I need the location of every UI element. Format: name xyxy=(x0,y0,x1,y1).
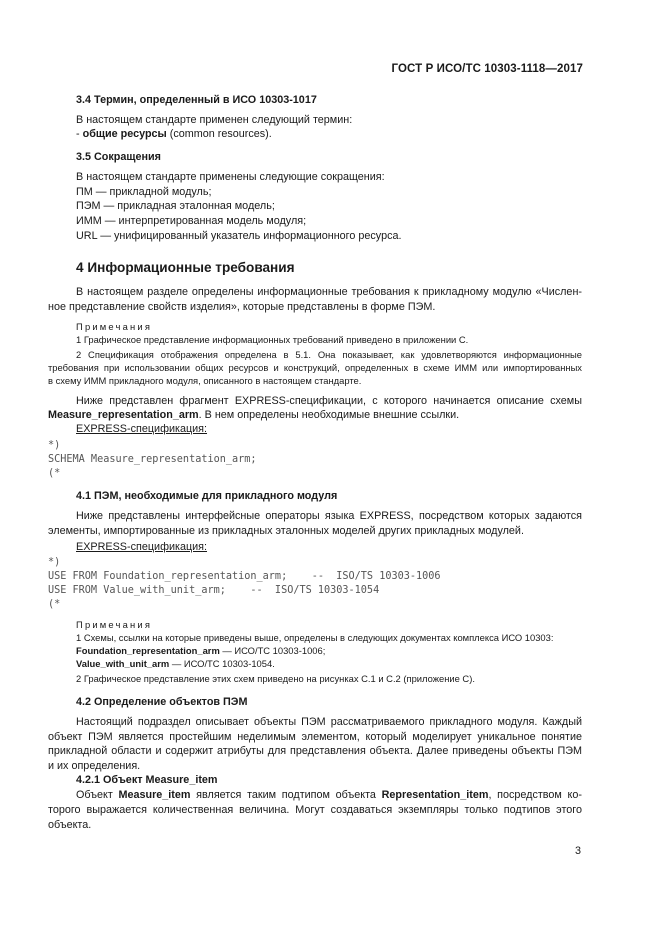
notes-title-2: Примечания xyxy=(76,619,153,630)
section-4-1-para-line1: Ниже представлены интерфейсные операторы языка EXPRESS, посредством которых задаются xyxy=(76,510,582,522)
code2-use-foundation: USE FROM Foundation_representation_arm; -- ISO/TS 10303-1006 xyxy=(48,571,441,582)
code-comment-open: (* xyxy=(48,468,61,479)
section-4-2-1-line1 xyxy=(76,789,582,802)
measure-item-tail: , посредством ко- xyxy=(488,789,582,801)
section-4-2-1-line3: объекта. xyxy=(48,819,92,831)
note2-1-value xyxy=(76,658,275,670)
section-4-para2-line2 xyxy=(48,409,459,422)
section-4-heading: 4 Информационные требования xyxy=(76,260,295,275)
section-4-para2-line1: Ниже представлен фрагмент EXPRESS-спецификации, с которого начинается описание схемы xyxy=(76,395,582,407)
term-dash: - xyxy=(76,128,83,140)
section-3-5-heading: 3.5 Сокращения xyxy=(76,151,161,163)
notes-title: Примечания xyxy=(76,321,153,332)
abbrev-pem: ПЭМ — прикладная эталонная модель; xyxy=(76,200,275,212)
section-4-1-para-line2: элементы, импортированные из прикладных эталонных моделей других прикладных модулей. xyxy=(48,525,524,537)
section-4-2-heading: 4.2 Определение объектов ПЭМ xyxy=(76,696,248,708)
section-4-2-para-line3: прикладной области и содержит атрибуты для представления объекта. Далее приведены объекты ПЭМ xyxy=(48,745,582,757)
schema-name-bold: Measure_representation_arm xyxy=(48,409,199,421)
section-4-1-heading: 4.1 ПЭМ, необходимые для прикладного модуля xyxy=(76,490,338,502)
value-arm-bold: Value_with_unit_arm xyxy=(76,658,170,669)
measure-item-lead: Объект xyxy=(76,789,119,801)
code2-comment-open: (* xyxy=(48,599,61,610)
section-3-4-heading: 3.4 Термин, определенный в ИСО 10303-1017 xyxy=(76,94,317,106)
note-1: 1 Графическое представление информационных требований приведено в приложении С. xyxy=(76,334,469,345)
section-4-para1-line2: ное представление свойств изделия», которые представлены в форме ПЭМ. xyxy=(48,301,436,313)
page-number: 3 xyxy=(575,845,582,857)
code-schema-line: SCHEMA Measure_representation_arm; xyxy=(48,454,257,465)
express-spec-label-2: EXPRESS-спецификация: xyxy=(76,541,208,553)
measure-item-mid: является таким подтипом объекта xyxy=(190,789,382,801)
note-2-line2: требования при использовании общих ресурсов и конструкций, определенных в схеме ИММ или импортированных xyxy=(48,362,582,373)
section-4-2-para-line2: объект ПЭМ является простейшим неделимым элементом, который моделирует уникальное понятие xyxy=(48,731,582,743)
section-4-para2-line2-rest: . В нем определены необходимые внешние ссылки. xyxy=(198,409,460,421)
section-4-para1-line1: В настоящем разделе определены информационные требования к прикладному модулю «Числен- xyxy=(76,286,582,298)
term-bold: общие ресурсы xyxy=(82,128,167,140)
abbrev-imm: ИММ — интерпретированная модель модуля; xyxy=(76,215,307,227)
section-4-2-1-line2: торого выражается количественная величина. Могут создаваться экземпляры только подтипов этого xyxy=(48,804,582,816)
abbrev-intro: В настоящем стандарте применены следующие сокращения: xyxy=(76,171,385,183)
code2-use-value: USE FROM Value_with_unit_arm; -- ISO/TS 10303-1054 xyxy=(48,585,380,596)
note2-1-foundation xyxy=(76,645,325,657)
representation-item-bold: Representation_item xyxy=(381,789,489,801)
term-common-resources xyxy=(76,128,272,141)
code-comment-close: *) xyxy=(48,440,61,451)
term-rest: (common resources). xyxy=(166,128,272,140)
abbrev-pm: ПМ — прикладной модуль; xyxy=(76,186,212,198)
section-4-2-para-line1: Настоящий подраздел описывает объекты ПЭМ рассматриваемого прикладного модуля. Каждый xyxy=(76,716,582,728)
value-arm-ref: — ИСО/ТС 10303-1054. xyxy=(169,658,275,669)
foundation-arm-bold: Foundation_representation_arm xyxy=(76,645,220,656)
abbrev-url: URL — унифицированный указатель информационного ресурса. xyxy=(76,230,402,242)
section-4-2-para-line4: и их определения. xyxy=(48,760,141,772)
express-spec-label: EXPRESS-спецификация: xyxy=(76,423,208,435)
document-id-header: ГОСТ Р ИСО/ТС 10303-1118—2017 xyxy=(391,63,583,75)
note-2-line3: в схему ИММ прикладного модуля, описанного в настоящем стандарте. xyxy=(48,375,362,386)
section-4-2-1-heading: 4.2.1 Объект Measure_item xyxy=(76,774,218,786)
note2-2: 2 Графическое представление этих схем приведено на рисунках С.1 и С.2 (приложение С). xyxy=(76,673,475,684)
code2-comment-close: *) xyxy=(48,557,61,568)
note2-1: 1 Схемы, ссылки на которые приведены выше, определены в следующих документах комплекса ИСО 10303: xyxy=(76,632,554,643)
measure-item-bold: Measure_item xyxy=(118,789,191,801)
foundation-arm-ref: — ИСО/ТС 10303-1006; xyxy=(219,645,326,656)
note-2-line1: 2 Спецификация отображения определена в 5.1. Она показывает, как удовлетворяются информационные xyxy=(76,349,582,360)
section-3-4-text: В настоящем стандарте применен следующий термин: xyxy=(76,114,353,126)
